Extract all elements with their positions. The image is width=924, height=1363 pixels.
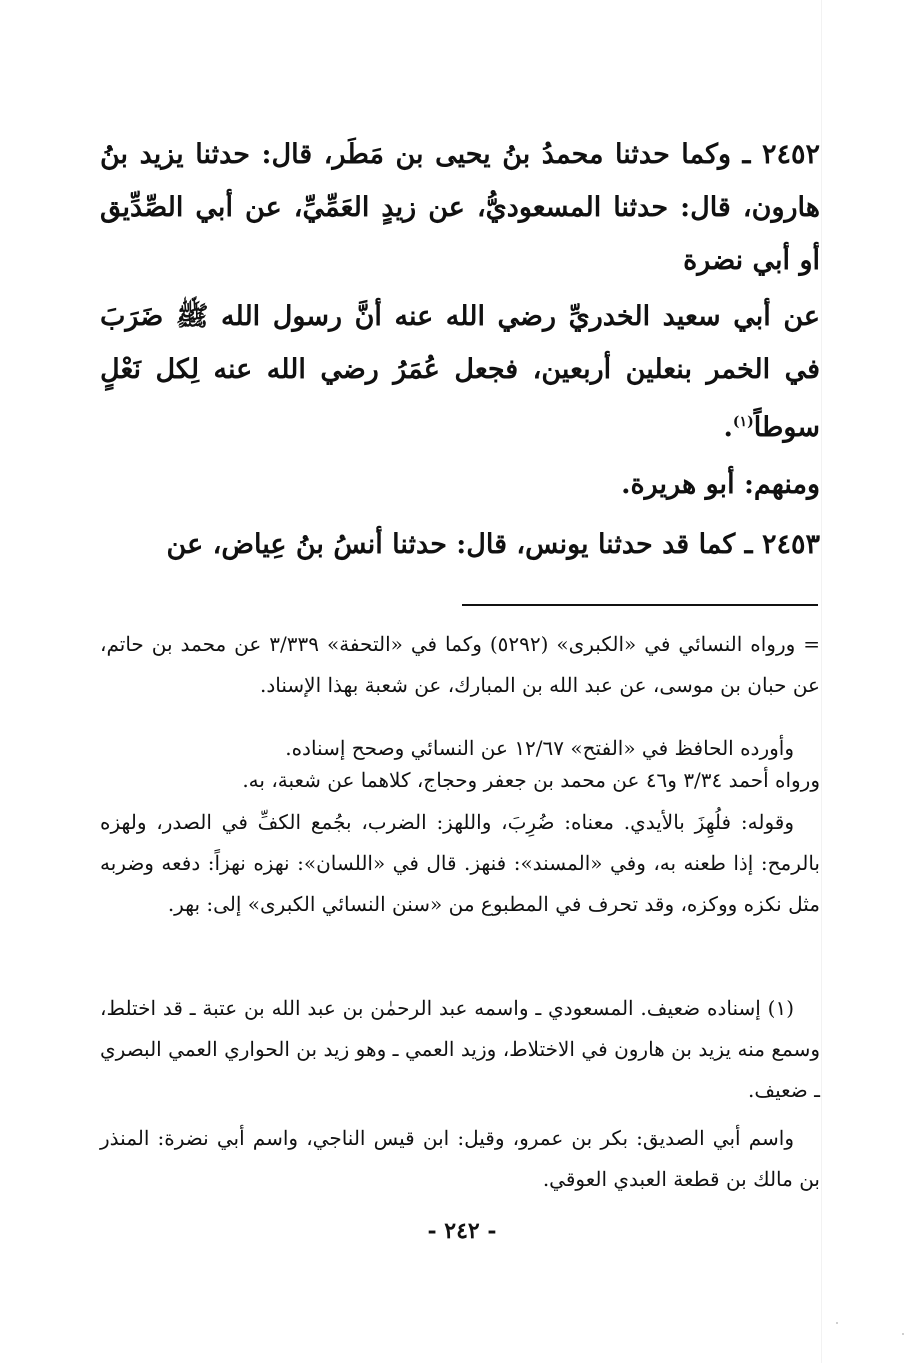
footnote-marker[interactable]: (١): [732, 414, 754, 430]
scan-speck: [836, 1322, 838, 1324]
isnad-text: ـ كما قد حدثنا يونس، قال: حدثنا أنسُ بنُ عِياض، عن: [166, 529, 762, 560]
footnote-gloss-text: وقوله: فلُهِزَ بالأيدي. معناه: ضُرِبَ، واللهز: الضرب، بجُمع الكفِّ في الصدر، ولهزه بالرمح: إذا طعنه به، وفي «المسند»: فنهز. قال في «اللسان»: نهزه نهزاً: دفعه وضربه مثل نكزه ووكزه، وقد تحرف في المطبوع من «سنن النسائي الكبرى» إلى: بهر.: [100, 810, 820, 916]
scan-speck: [902, 1333, 904, 1335]
isnad-text: ـ وكما حدثنا محمدُ بنُ يحيى بن مَطَر، قال: حدثنا يزيد بنُ هارون، قال: حدثنا المسعوديُّ، عن زيدٍ العَمِّيِّ، عن أبي الصِّدِّيق أو أبي نضرة: [100, 139, 820, 276]
hadith-2452-chain: [100, 128, 820, 287]
footnote-names-text: واسم أبي الصديق: بكر بن عمرو، وقيل: ابن قيس الناجي، واسم أبي نضرة: المنذر بن مالك بن قطعة العبدي العوقي.: [100, 1126, 820, 1191]
footnote-ahmad-text: ورواه أحمد ٣/٣٤ و٤٦ عن محمد بن جعفر وحجاج، كلاهما عن شعبة، به.: [242, 768, 820, 792]
footnote-1: [100, 988, 820, 1111]
footnote-fath-text: وأورده الحافظ في «الفتح» ١٢/٦٧ عن النسائي وصحح إسناده.: [285, 736, 794, 760]
page-number: - ٢٤٢ -: [427, 1218, 497, 1244]
footnote-separator: [462, 604, 818, 606]
matn-end: .: [723, 412, 733, 443]
footnote-gloss: [100, 802, 820, 925]
section-heading: ومنهم: أبو هريرة.: [621, 469, 820, 500]
footnote-continuation: = ورواه النسائي في «الكبرى» (٥٢٩٢) وكما في «التحفة» ٣/٣٣٩ عن محمد بن حاتم، عن حبان بن موسى، عن عبد الله بن المبارك، عن شعبة بهذا الإسناد.: [100, 632, 820, 697]
hadith-2452-matn: [100, 290, 820, 454]
page-fold-shadow: [821, 0, 822, 1363]
footnote-1-text: (١) إسناده ضعيف. المسعودي ـ واسمه عبد الرحمٰن بن عبد الله بن عتبة ـ قد اختلط، وسمع منه يزيد بن هارون في الاختلاط، وزيد العمي ـ وهو زيد بن الحواري العمي البصري ـ ضعيف.: [100, 996, 820, 1102]
hadith-number: ٢٤٥٣: [761, 529, 820, 560]
hadith-2453-chain: [100, 518, 820, 571]
matn-text: عن أبي سعيد الخدريِّ رضي الله عنه أنَّ رسول الله ﷺ ضَرَبَ في الخمر بنعلين أربعين، فجعل عُمَرُ رضي الله عنه لِكل نَعْلٍ سوطاً: [100, 301, 820, 443]
hadith-number: ٢٤٥٢: [761, 139, 820, 170]
footnote-names: [100, 1118, 820, 1200]
footnote-ahmad: [100, 760, 820, 801]
